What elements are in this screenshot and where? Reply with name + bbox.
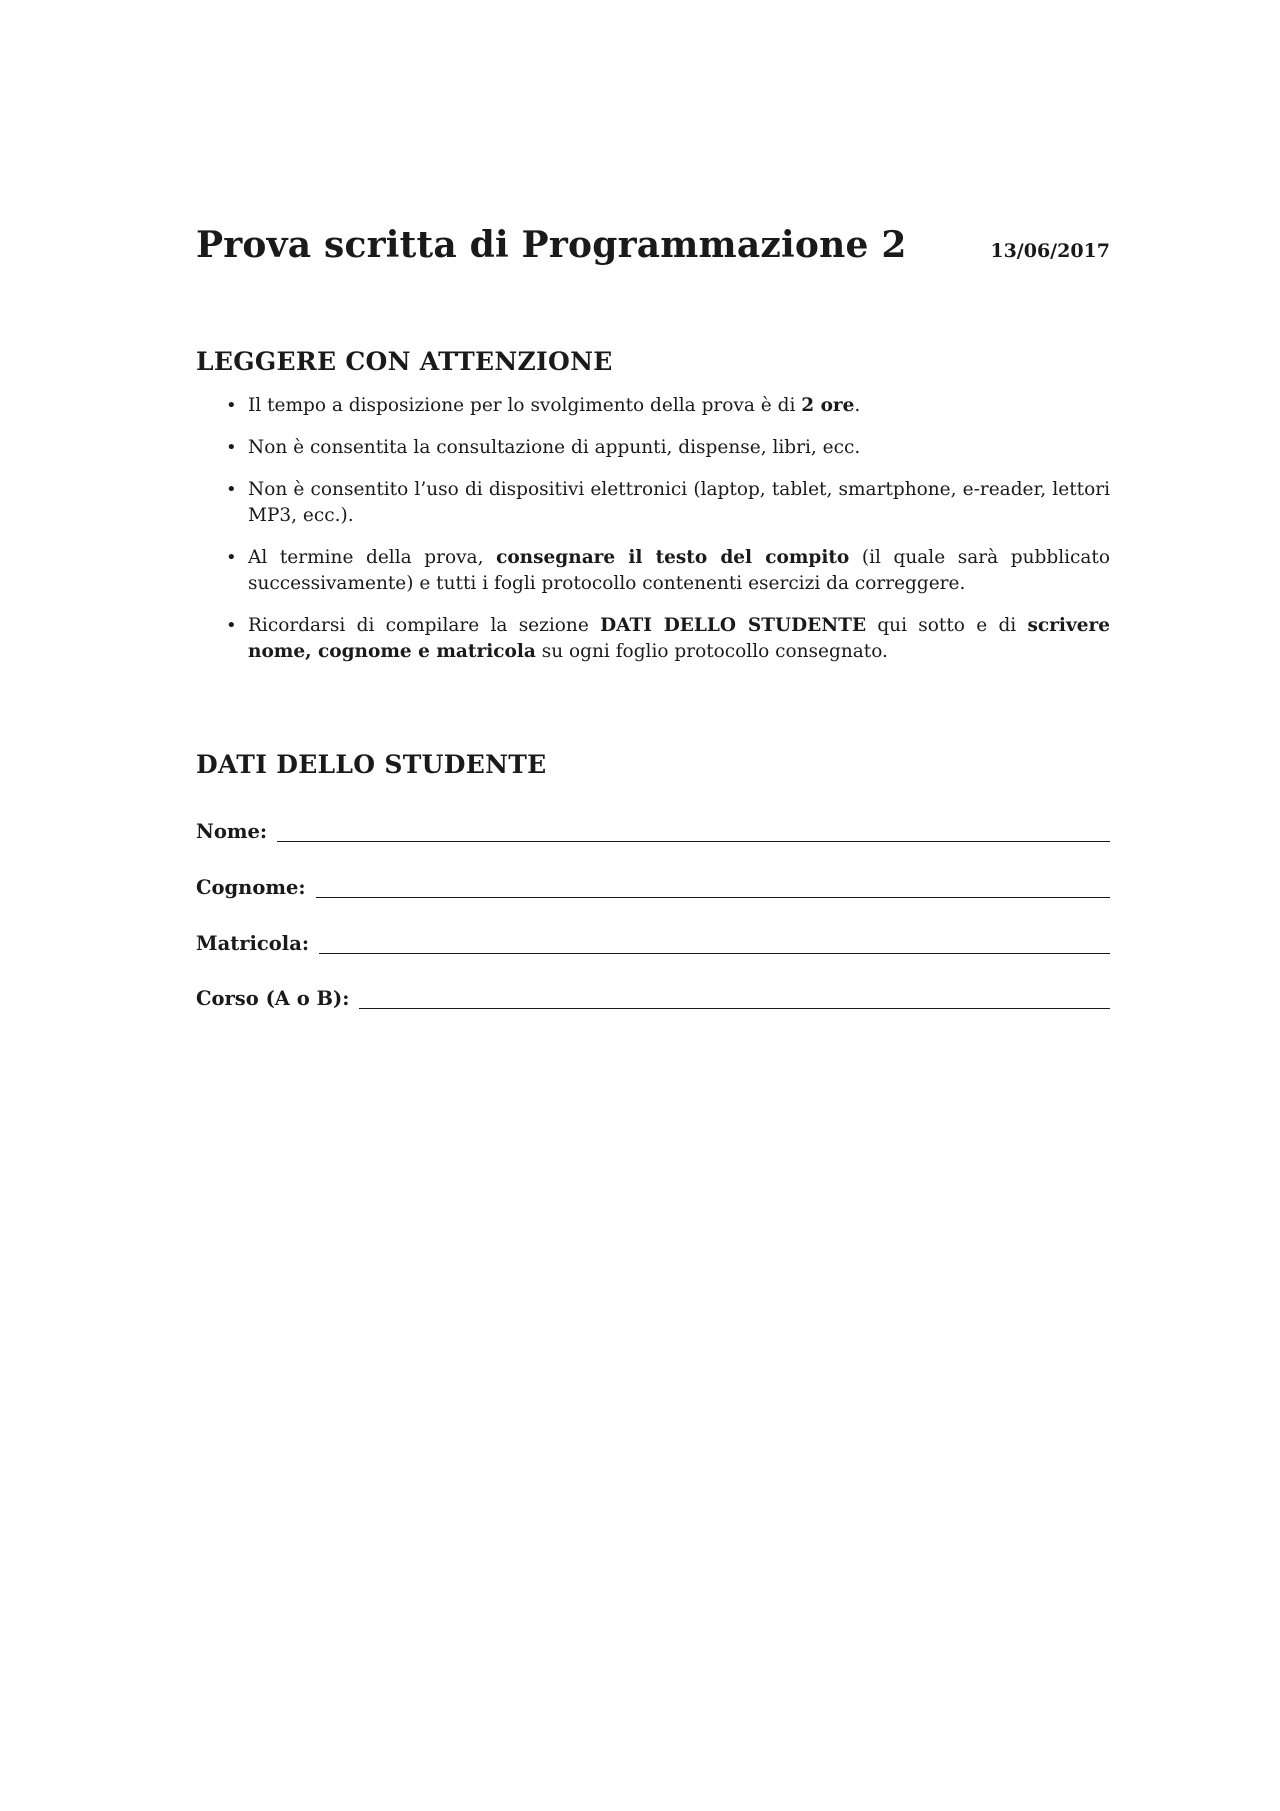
instruction-emphasis: consegnare il testo del compito	[496, 547, 850, 568]
cognome-field[interactable]	[316, 873, 1110, 898]
corso-row	[196, 981, 1110, 1011]
instruction-text: Non è consentita la consultazione di appunti, dispense, libri, ecc.	[248, 437, 861, 458]
bullet-icon: •	[226, 479, 237, 500]
student-data-heading: DATI DELLO STUDENTE	[196, 750, 547, 779]
nome-row	[196, 814, 1110, 844]
instruction-text: Al termine della prova,	[248, 547, 497, 568]
bullet-icon: •	[226, 395, 237, 416]
instruction-item	[196, 435, 1110, 461]
bullet-icon: •	[226, 615, 237, 636]
instruction-emphasis: 2 ore	[801, 395, 855, 416]
instruction-text: Ricordarsi di compilare la sezione	[248, 615, 601, 636]
instruction-text: Non è consentito l’uso di dispositivi elettronici (laptop, tablet, smartphone, e-reader, lettori MP3, ecc.).	[248, 479, 1110, 526]
instruction-text: qui sotto e di	[866, 615, 1028, 636]
instruction-text: su ogni foglio protocollo consegnato.	[535, 641, 888, 662]
page-title: Prova scritta di Programmazione 2	[196, 224, 907, 266]
exam-date: 13/06/2017	[990, 240, 1110, 262]
nome-label: Nome:	[196, 820, 268, 843]
cognome-label: Cognome:	[196, 876, 306, 899]
matricola-label: Matricola:	[196, 932, 310, 955]
instruction-text: (il quale sarà pubblicato successivamente) e tutti i fogli protocollo contenenti esercizi da correggere.	[248, 547, 1110, 594]
instruction-item	[196, 545, 1110, 597]
corso-field[interactable]	[359, 984, 1110, 1009]
instruction-text: .	[854, 395, 861, 416]
instruction-text: Il tempo a disposizione per lo svolgimento della prova è di	[248, 395, 802, 416]
instruction-item	[196, 477, 1110, 529]
matricola-row	[196, 926, 1110, 956]
title-row	[196, 224, 1110, 272]
instructions-heading: LEGGERE CON ATTENZIONE	[196, 347, 613, 376]
instruction-emphasis: DATI DELLO STUDENTE	[600, 615, 867, 636]
instruction-item	[196, 613, 1110, 665]
corso-label: Corso (A o B):	[196, 987, 350, 1010]
bullet-icon: •	[226, 547, 237, 568]
instructions-list	[196, 393, 1110, 681]
instruction-item	[196, 393, 1110, 419]
exam-page	[196, 0, 1110, 1811]
bullet-icon: •	[226, 437, 237, 458]
nome-field[interactable]	[277, 817, 1110, 842]
cognome-row	[196, 870, 1110, 900]
instruction-emphasis: scrivere nome, cognome e matricola	[248, 615, 1110, 662]
matricola-field[interactable]	[319, 929, 1110, 954]
